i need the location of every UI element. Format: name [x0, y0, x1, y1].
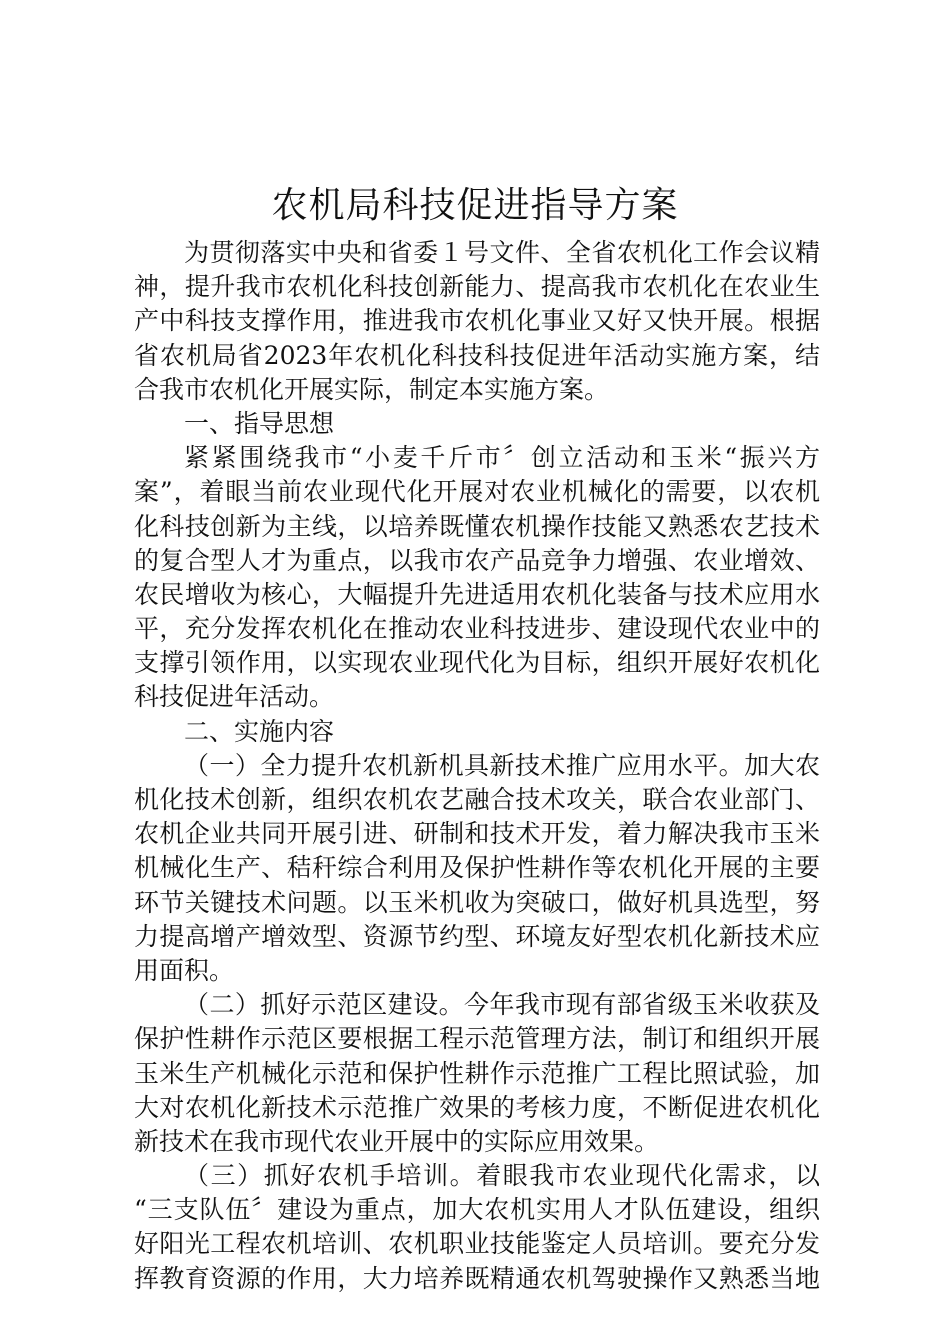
- paragraph-line: 力提高增产增效型、资源节约型、环境友好型农机化新技术应: [134, 921, 820, 951]
- paragraph-line: 好阳光工程农机培训、农机职业技能鉴定人员培训。要充分发: [134, 1229, 820, 1259]
- paragraph-line: （一）全力提升农机新机具新技术推广应用水平。加大农: [184, 750, 820, 780]
- paragraph-line: （三）抓好农机手培训。着眼我市农业现代化需求，以: [184, 1161, 820, 1191]
- paragraph-line: 农民增收为核心，大幅提升先进适用农机化装备与技术应用水: [134, 579, 820, 609]
- paragraph-line: 支撑引领作用，以实现农业现代化为目标，组织开展好农机化: [134, 648, 820, 678]
- paragraph-line: 案”，着眼当前农业现代化开展对农业机械化的需要，以农机: [134, 477, 820, 507]
- paragraph-line: 省农机局省2023年农机化科技科技促进年活动实施方案，结: [134, 340, 820, 370]
- paragraph-line: 机化技术创新，组织农机农艺融合技术攻关，联合农业部门、: [134, 785, 820, 814]
- document-title: 农机局科技促进指导方案: [271, 185, 679, 226]
- paragraph-line: 为贯彻落实中央和省委１号文件、全省农机化工作会议精: [184, 238, 820, 267]
- paragraph-line: 合我市农机化开展实际，制定本实施方案。: [134, 374, 610, 404]
- paragraph-line: 挥教育资源的作用，大力培养既精通农机驾驶操作又熟悉当地: [134, 1263, 820, 1293]
- paragraph-line: 大对农机化新技术示范推广效果的考核力度，不断促进农机化: [134, 1092, 820, 1122]
- paragraph-line: 用面积。: [134, 955, 235, 985]
- paragraph-line: 科技促进年活动。: [134, 682, 335, 712]
- paragraph-line: 的复合型人才为重点，以我市农产品竞争力增强、农业增效、: [134, 545, 820, 575]
- paragraph-line: 保护性耕作示范区要根据工程示范管理方法，制订和组织开展: [134, 1024, 820, 1054]
- paragraph-line: 紧紧围绕我市“小麦千斤市〞创立活动和玉米“振兴方: [184, 443, 820, 473]
- paragraph-line: 神，提升我市农机化科技创新能力、提高我市农机化在农业生: [134, 272, 820, 302]
- paragraph-line: 平，充分发挥农机化在推动农业科技进步、建设现代农业中的: [134, 614, 820, 644]
- paragraph-line: 新技术在我市现代农业开展中的实际应用效果。: [134, 1126, 660, 1156]
- section-heading: 二、实施内容: [184, 716, 335, 746]
- paragraph-line: 化科技创新为主线，以培养既懂农机操作技能又熟悉农艺技术: [134, 511, 820, 541]
- paragraph-line: 农机企业共同开展引进、研制和技术开发，着力解决我市玉米: [134, 819, 820, 849]
- paragraph-line: 环节关键技术问题。以玉米机收为突破口，做好机具选型，努: [134, 887, 820, 917]
- paragraph-line: 机械化生产、秸秆综合利用及保护性耕作等农机化开展的主要: [134, 853, 820, 883]
- document-body: [134, 236, 820, 1296]
- paragraph-line: “三支队伍〞建设为重点，加大农机实用人才队伍建设，组织: [134, 1195, 820, 1225]
- paragraph-line: （二）抓好示范区建设。今年我市现有部省级玉米收获及: [184, 990, 820, 1020]
- section-heading: 一、指导思想: [184, 408, 335, 438]
- paragraph-line: 玉米生产机械化示范和保护性耕作示范推广工程比照试验，加: [134, 1058, 820, 1088]
- paragraph-line: 产中科技支撑作用，推进我市农机化事业又好又快开展。根据: [134, 306, 820, 336]
